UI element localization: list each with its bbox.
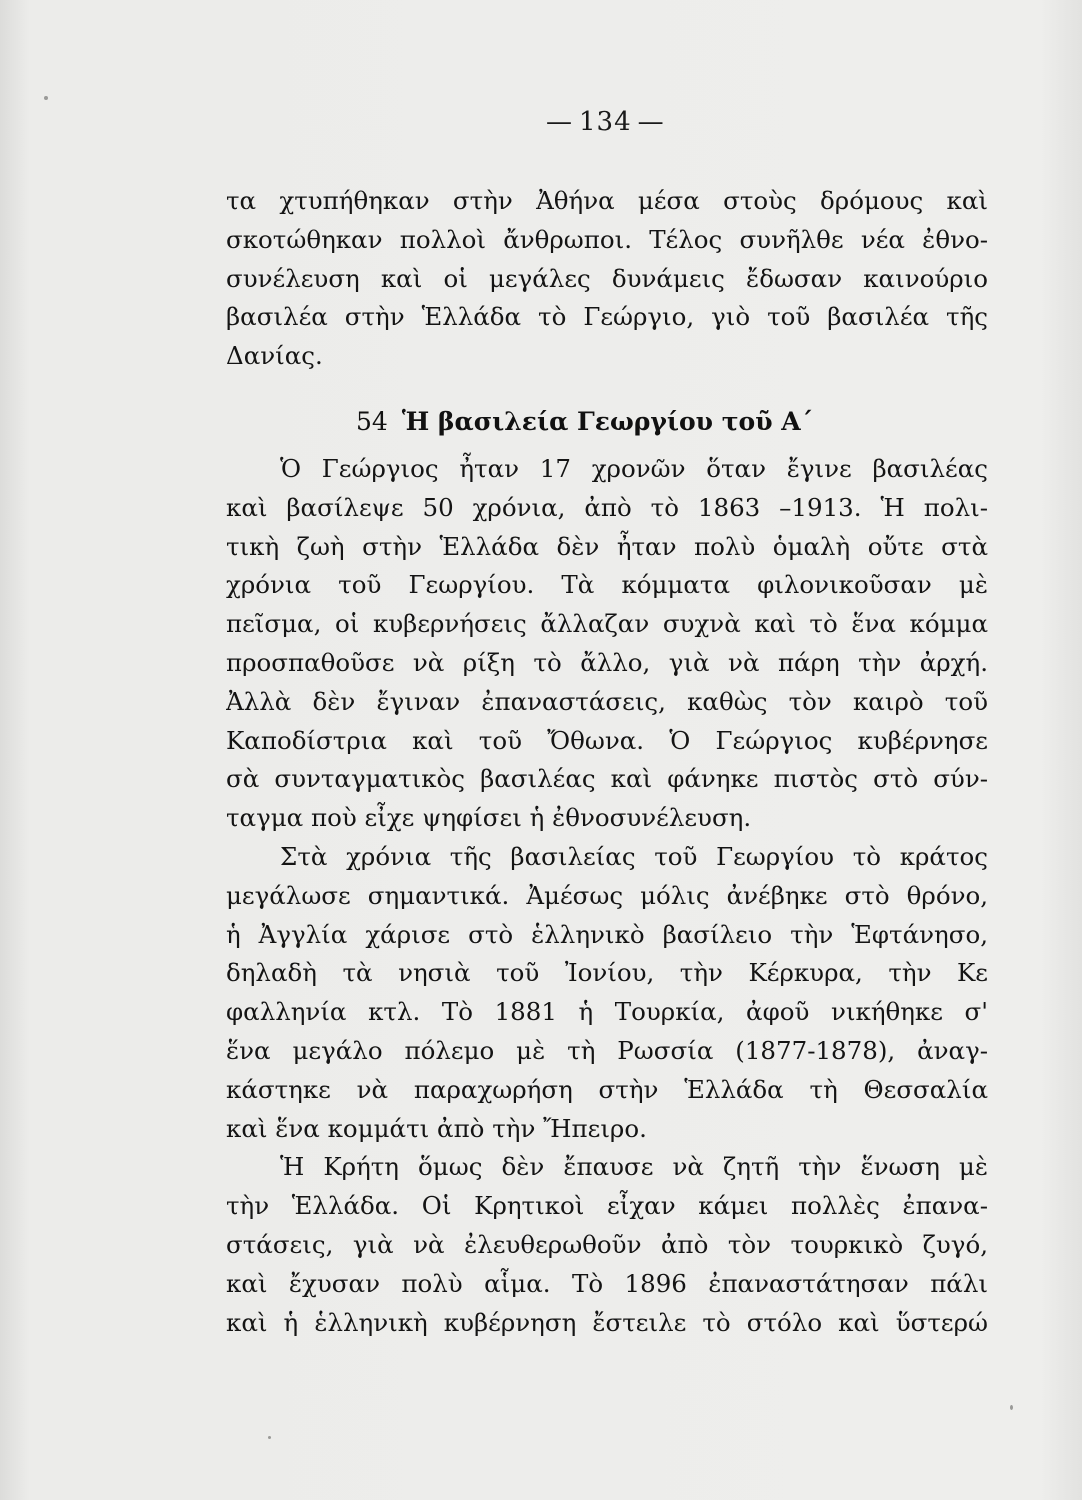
text-line: καὶ ἕνα κομμάτι ἀπὸ τὴν Ἤπειρο. bbox=[226, 1113, 647, 1143]
text-line: συνέλευση καὶ οἱ μεγάλες δυνάμεις ἔδωσαν καινούριο bbox=[226, 263, 988, 293]
text-line: ταγμα ποὺ εἶχε ψηφίσει ἡ ἐθνοσυνέλευση. bbox=[226, 803, 752, 833]
section-title: Ἡ βασιλεία Γεωργίου τοῦ Α΄ bbox=[401, 406, 814, 436]
text-line: σὰ συνταγματικὸς βασιλέας καὶ φάνηκε πιστὸς στὸ σύν- bbox=[226, 764, 988, 794]
text-line: φαλληνία κτλ. Τὸ 1881 ἡ Τουρκία, ἀφοῦ νικήθηκε σ' bbox=[226, 997, 988, 1027]
text-line: Καποδίστρια καὶ τοῦ Ὄθωνα. Ὁ Γεώργιος κυβέρνησε bbox=[226, 725, 988, 755]
paragraph-2 bbox=[226, 838, 988, 1148]
text-line: ἕνα μεγάλο πόλεμο μὲ τὴ Ρωσσία (1877-1878), ἀναγ- bbox=[226, 1035, 988, 1065]
paper-speck bbox=[268, 1436, 271, 1439]
text-line: καὶ ἔχυσαν πολὺ αἷμα. Τὸ 1896 ἐπαναστάτησαν πάλι bbox=[226, 1268, 988, 1298]
paragraph-intro bbox=[226, 182, 988, 376]
paragraph-1 bbox=[226, 450, 988, 838]
text-line: καὶ βασίλεψε 50 χρόνια, ἀπὸ τὸ 1863 –1913. Ἡ πολι- bbox=[226, 492, 988, 522]
page-number: 134 bbox=[579, 107, 632, 137]
text-line: Ἀλλὰ δὲν ἔγιναν ἐπαναστάσεις, καθὼς τὸν καιρὸ τοῦ bbox=[226, 686, 988, 716]
text-line: στάσεις, γιὰ νὰ ἐλευθερωθοῦν ἀπὸ τὸν τουρκικὸ ζυγό, bbox=[226, 1229, 988, 1259]
page-number-header bbox=[540, 107, 671, 137]
text-line: Στὰ χρόνια τῆς βασιλείας τοῦ Γεωργίου τὸ κράτος bbox=[280, 841, 988, 871]
text-line: κάστηκε νὰ παραχωρήση στὴν Ἑλλάδα τὴ Θεσσαλία bbox=[226, 1074, 988, 1104]
paragraph-3 bbox=[226, 1148, 988, 1342]
text-line: μεγάλωσε σημαντικά. Ἀμέσως μόλις ἀνέβηκε στὸ θρόνο, bbox=[226, 880, 988, 910]
text-line: Δανίας. bbox=[226, 341, 323, 371]
text-line: σκοτώθηκαν πολλοὶ ἄνθρωποι. Τέλος συνῆλθε νέα ἐθνο- bbox=[226, 224, 988, 254]
text-body bbox=[226, 182, 988, 1342]
text-line: τικὴ ζωὴ στὴν Ἑλλάδα δὲν ἦταν πολὺ ὁμαλὴ οὔτε στὰ bbox=[226, 531, 988, 561]
text-line: Ὁ Γεώργιος ἦταν 17 χρονῶν ὅταν ἔγινε βασιλέας bbox=[280, 453, 988, 483]
text-line: προσπαθοῦσε νὰ ρίξη τὸ ἄλλο, γιὰ νὰ πάρη τὴν ἀρχή. bbox=[226, 647, 988, 677]
text-line: χρόνια τοῦ Γεωργίου. Τὰ κόμματα φιλονικοῦσαν μὲ bbox=[226, 570, 988, 600]
text-line: τὴν Ἑλλάδα. Οἱ Κρητικοὶ εἶχαν κάμει πολλὲς ἐπανα- bbox=[226, 1191, 988, 1221]
text-line: δηλαδὴ τὰ νησιὰ τοῦ Ἰονίου, τὴν Κέρκυρα, τὴν Κε bbox=[226, 958, 988, 988]
paper-speck bbox=[1010, 1405, 1013, 1410]
text-line: Ἡ Κρήτη ὅμως δὲν ἔπαυσε νὰ ζητῆ τὴν ἕνωση μὲ bbox=[280, 1152, 988, 1182]
text-line: πεῖσμα, οἱ κυβερνήσεις ἄλλαζαν συχνὰ καὶ τὸ ἕνα κόμμα bbox=[226, 609, 988, 639]
text-line: ἡ Ἀγγλία χάρισε στὸ ἑλληνικὸ βασίλειο τὴν Ἑφτάνησο, bbox=[226, 919, 988, 949]
text-line: βασιλέα στὴν Ἑλλάδα τὸ Γεώργιο, γιὸ τοῦ βασιλέα τῆς bbox=[226, 302, 988, 332]
section-heading bbox=[226, 402, 988, 450]
text-line: τα χτυπήθηκαν στὴν Ἀθήνα μέσα στοὺς δρόμους καὶ bbox=[226, 186, 988, 215]
text-line: καὶ ἡ ἑλληνικὴ κυβέρνηση ἔστειλε τὸ στόλο καὶ ὕστερώ bbox=[226, 1307, 988, 1337]
dash-left: — bbox=[546, 107, 573, 137]
dash-right: — bbox=[637, 107, 665, 137]
section-number: 54 bbox=[356, 406, 388, 436]
paper-speck bbox=[44, 96, 48, 100]
